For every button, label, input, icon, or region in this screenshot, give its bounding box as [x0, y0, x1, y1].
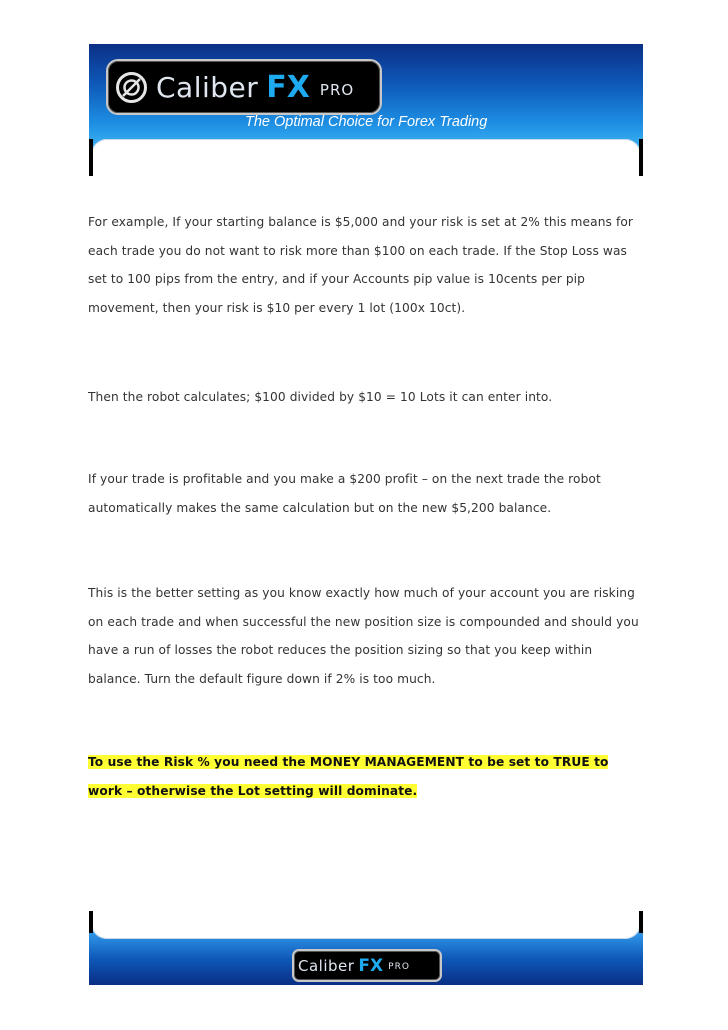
logo-name: Caliber — [156, 70, 259, 104]
footer-bar-right — [639, 911, 643, 933]
footer-logo-fx: FX — [358, 955, 384, 976]
footer-panel — [91, 911, 641, 939]
highlighted-note: To use the Risk % you need the MONEY MANAGEMENT to be set to TRUE to work – otherwise the Lot setting will dominate. — [88, 755, 609, 798]
header-panel — [91, 139, 641, 176]
footer-logo-pro: PRO — [388, 962, 410, 972]
logo-fx: FX — [266, 69, 310, 105]
paragraph-example: For example, If your starting balance is $5,000 and your risk is set at 2% this means for each trade you do not want to risk more than $100 on each trade. If the Stop Loss was set to 100 pips from the entry, and if your Accounts pip value is 10cents per pip movement, then your risk is $10 per every 1 lot (100x 10ct). — [88, 215, 634, 315]
paragraph-calculation: Then the robot calculates; $100 divided by $10 = 10 Lots it can enter into. — [88, 390, 553, 404]
tagline: The Optimal Choice for Forex Trading — [245, 114, 488, 130]
footer-banner — [89, 911, 643, 985]
paragraph-profit: If your trade is profitable and you make a $200 profit – on the next trade the robot automatically makes the same calculation but on the new $5,200 balance. — [88, 472, 601, 515]
footer-logo — [292, 949, 442, 982]
footer-bar-left — [89, 911, 93, 933]
paragraph-money-management-note — [88, 748, 644, 805]
brand-logo — [106, 59, 382, 115]
paragraph-better-setting: This is the better setting as you know exactly how much of your account you are risking on each trade and when successful the new position size is compounded and should you have a run of losses the robot reduces the position sizing so that you keep within balance. Turn the default figure down if 2% is too much. — [88, 586, 639, 686]
logo-pro: PRO — [319, 81, 355, 99]
caliber-globe-icon — [116, 72, 147, 103]
footer-logo-name: Caliber — [298, 956, 355, 975]
header-bar-right — [639, 139, 643, 176]
header-banner — [89, 44, 643, 176]
header-bar-left — [89, 139, 93, 176]
